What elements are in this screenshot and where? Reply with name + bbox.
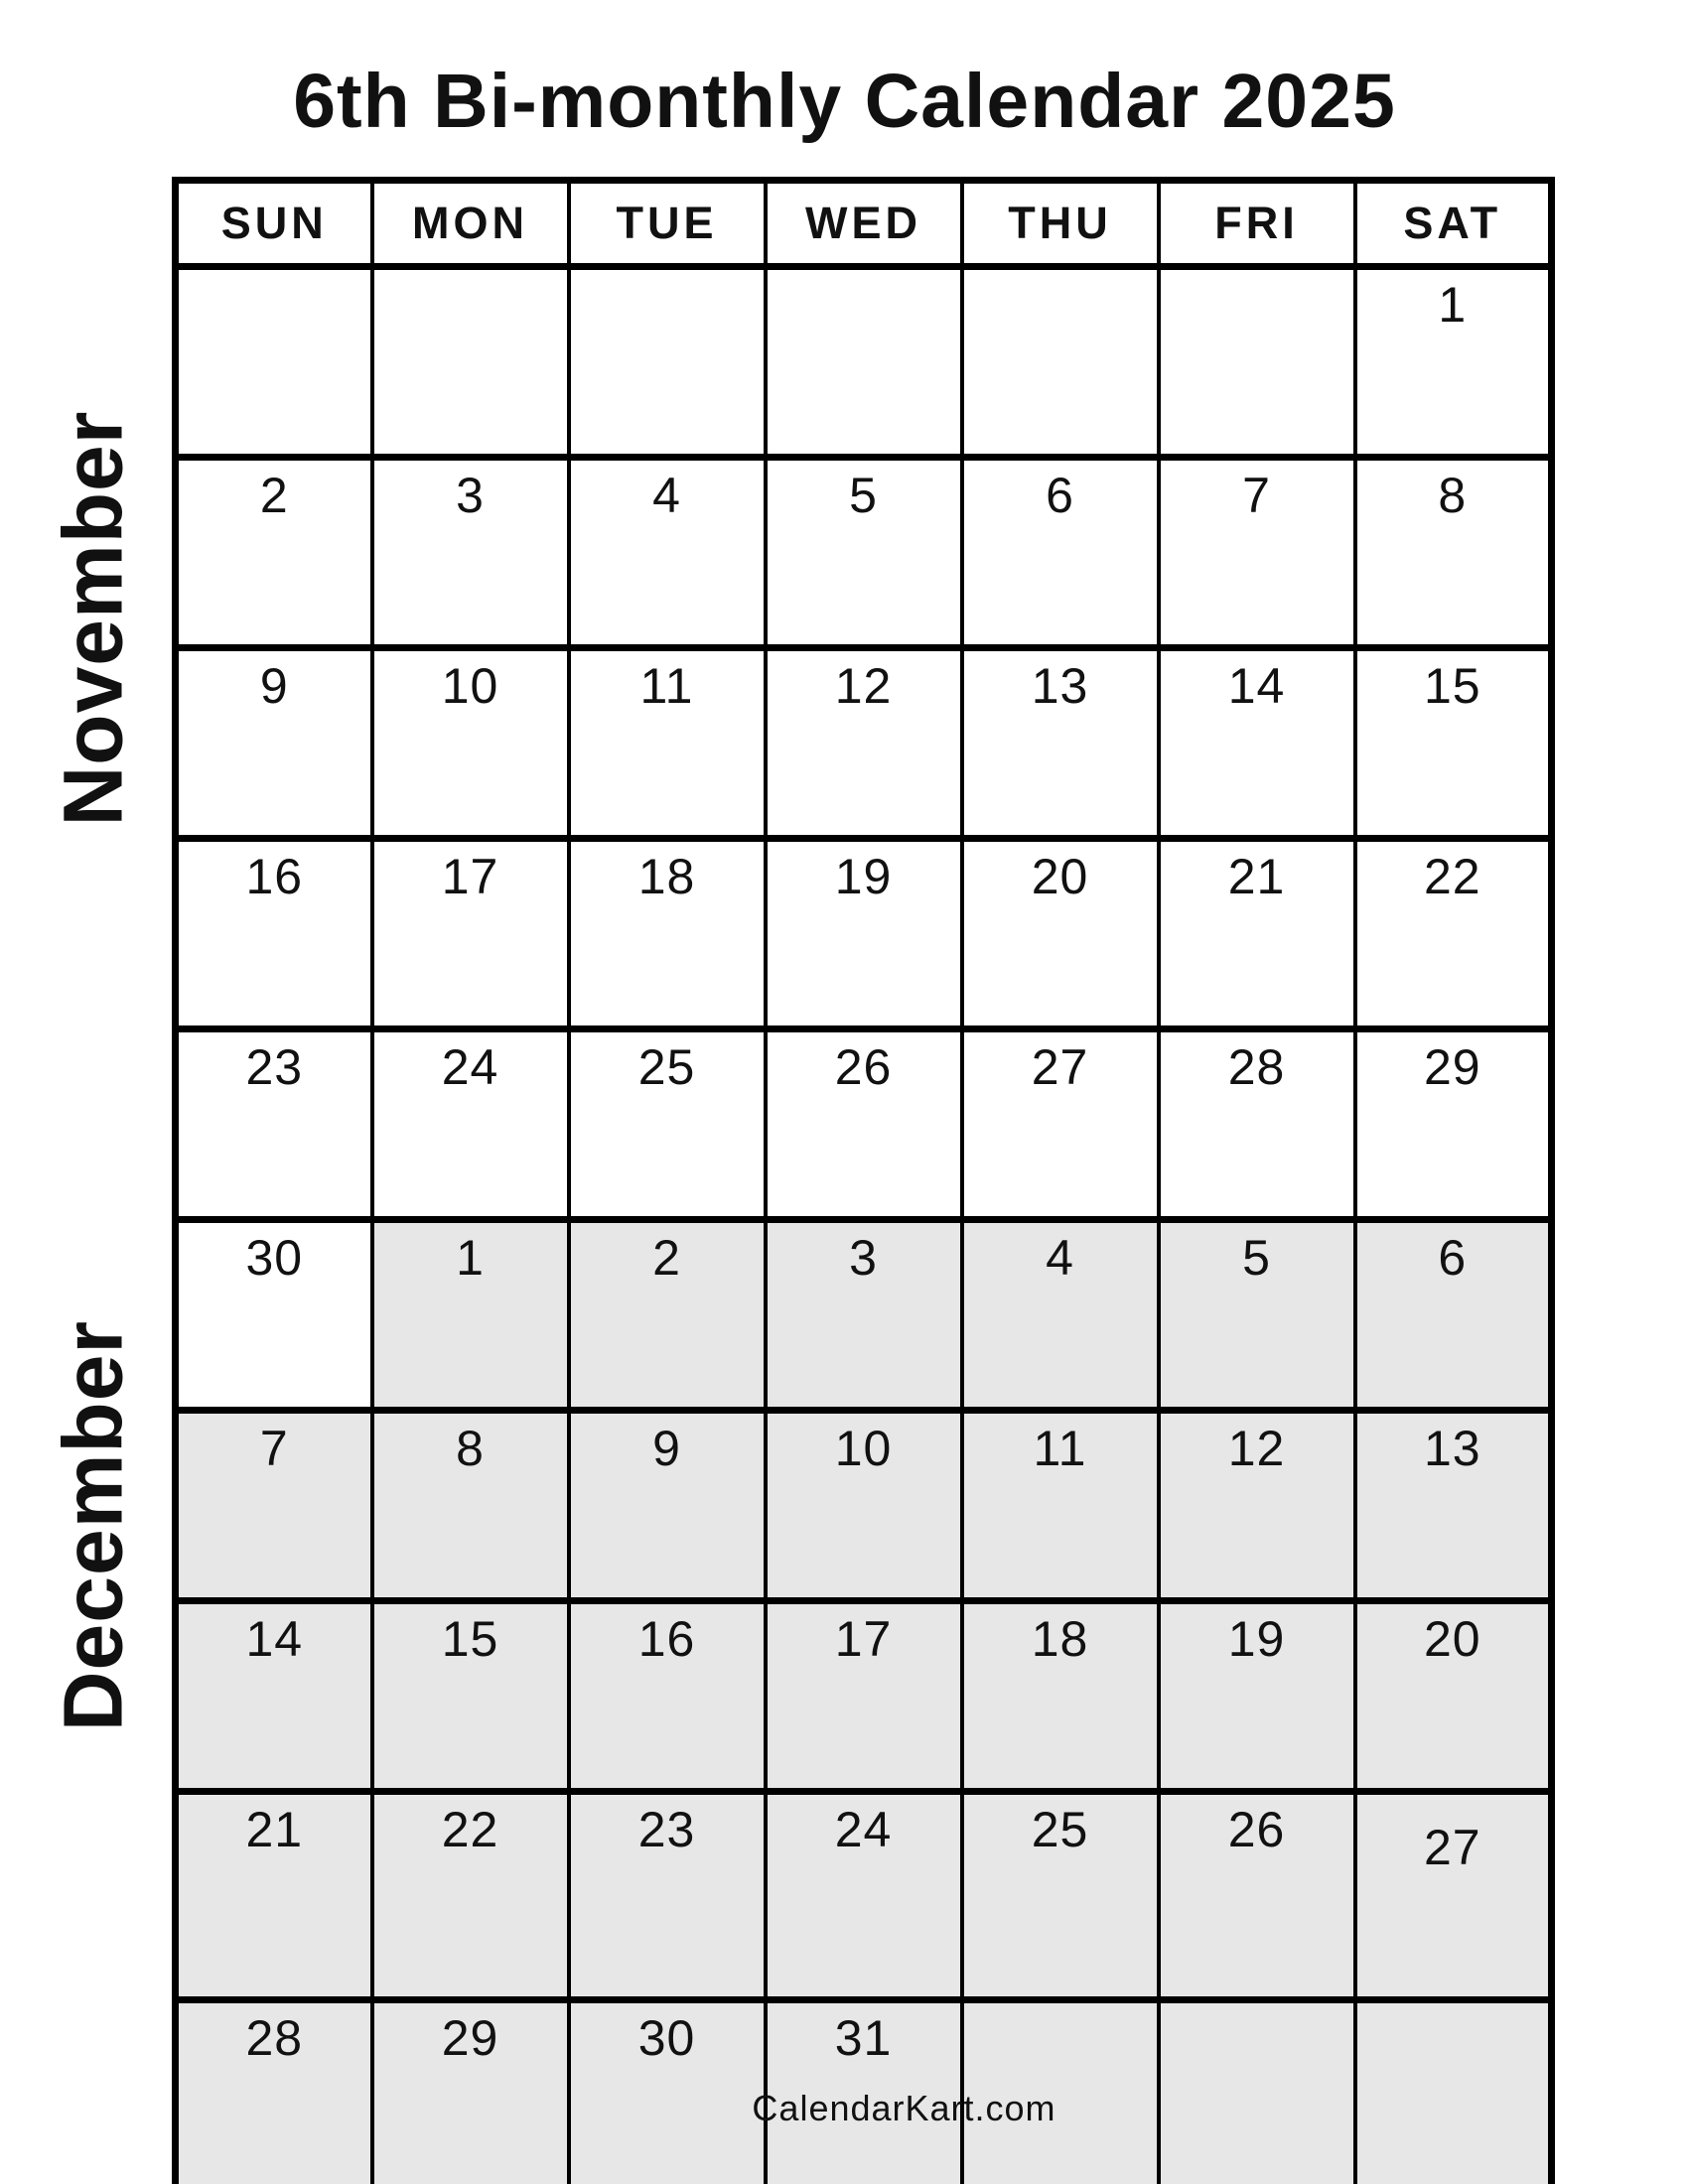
calendar-cell-day-12: 12: [766, 648, 962, 839]
calendar-cell-day-15: 15: [372, 1601, 569, 1792]
calendar-cell-day-19: 19: [1159, 1601, 1355, 1792]
calendar-week-row: [176, 839, 1552, 1029]
calendar-week-row: [176, 1792, 1552, 2000]
calendar-cell-empty: [766, 267, 962, 458]
calendar-cell-day-28: 28: [176, 2000, 372, 2184]
calendar-week-row: [176, 458, 1552, 648]
calendar-cell-day-11: 11: [962, 1411, 1159, 1601]
calendar-cell-empty: [569, 267, 766, 458]
calendar-cell-day-5: 5: [766, 458, 962, 648]
calendar-cell-day-26: 26: [766, 1029, 962, 1220]
calendar-cell-day-30: 30: [176, 1220, 372, 1411]
calendar-cell-empty: [372, 267, 569, 458]
calendar-cell-day-3: 3: [766, 1220, 962, 1411]
calendar-week-row: [176, 1601, 1552, 1792]
calendar-cell-day-26: 26: [1159, 1792, 1355, 2000]
calendar-cell-day-23: 23: [569, 1792, 766, 2000]
calendar-cell-day-17: 17: [766, 1601, 962, 1792]
calendar-cell-day-7: 7: [176, 1411, 372, 1601]
month-label-december: December: [46, 1319, 140, 1732]
calendar-cell-day-14: 14: [1159, 648, 1355, 839]
calendar-cell-day-22: 22: [1355, 839, 1552, 1029]
calendar-cell-day-4: 4: [962, 1220, 1159, 1411]
calendar-cell-day-11: 11: [569, 648, 766, 839]
weekday-header: SUN: [176, 181, 372, 267]
weekday-header: THU: [962, 181, 1159, 267]
calendar-cell-day-9: 9: [176, 648, 372, 839]
calendar-cell-day-18: 18: [962, 1601, 1159, 1792]
calendar-cell-day-8: 8: [372, 1411, 569, 1601]
calendar-cell-empty: [962, 267, 1159, 458]
weekday-header: FRI: [1159, 181, 1355, 267]
footer-watermark: CalendarKart.com: [752, 2088, 1056, 2128]
calendar-table: [172, 177, 1555, 2184]
weekday-header: WED: [766, 181, 962, 267]
weekday-header: TUE: [569, 181, 766, 267]
page-title: 6th Bi-monthly Calendar 2025: [293, 59, 1396, 144]
calendar-cell-day-29: 29: [1355, 1029, 1552, 1220]
calendar-week-row: [176, 1029, 1552, 1220]
calendar-cell-day-13: 13: [1355, 1411, 1552, 1601]
calendar-cell-empty: [1159, 267, 1355, 458]
calendar-cell-day-16: 16: [569, 1601, 766, 1792]
calendar-cell-day-31: 31: [766, 2000, 962, 2184]
calendar-cell-day-14: 14: [176, 1601, 372, 1792]
calendar-cell-day-27: 27: [1355, 1792, 1552, 2000]
calendar-cell-day-17: 17: [372, 839, 569, 1029]
calendar-body: [176, 267, 1552, 2184]
calendar-cell-day-3: 3: [372, 458, 569, 648]
calendar-cell-day-6: 6: [1355, 1220, 1552, 1411]
calendar-cell-day-19: 19: [766, 839, 962, 1029]
calendar-cell-day-23: 23: [176, 1029, 372, 1220]
calendar-cell-day-9: 9: [569, 1411, 766, 1601]
calendar-week-row: [176, 1220, 1552, 1411]
calendar-cell-empty: [176, 267, 372, 458]
calendar-cell-day-2: 2: [176, 458, 372, 648]
calendar-cell-day-1: 1: [1355, 267, 1552, 458]
calendar-week-row: [176, 1411, 1552, 1601]
calendar-week-row: [176, 267, 1552, 458]
calendar-cell-day-21: 21: [1159, 839, 1355, 1029]
weekday-header-row: [176, 181, 1552, 267]
calendar-cell-day-7: 7: [1159, 458, 1355, 648]
calendar-cell-day-2: 2: [569, 1220, 766, 1411]
calendar-cell-day-30: 30: [569, 2000, 766, 2184]
calendar-cell-day-24: 24: [372, 1029, 569, 1220]
calendar-cell-day-4: 4: [569, 458, 766, 648]
calendar-cell-day-1: 1: [372, 1220, 569, 1411]
calendar-week-row: [176, 648, 1552, 839]
calendar-cell-day-18: 18: [569, 839, 766, 1029]
calendar-cell-day-10: 10: [766, 1411, 962, 1601]
calendar-cell-day-29: 29: [372, 2000, 569, 2184]
weekday-header: MON: [372, 181, 569, 267]
calendar-cell-day-21: 21: [176, 1792, 372, 2000]
calendar-cell-day-5: 5: [1159, 1220, 1355, 1411]
weekday-header: SAT: [1355, 181, 1552, 267]
month-label-november: November: [46, 410, 140, 827]
calendar-cell-day-10: 10: [372, 648, 569, 839]
calendar-cell-day-22: 22: [372, 1792, 569, 2000]
calendar-cell-day-28: 28: [1159, 1029, 1355, 1220]
calendar-cell-day-16: 16: [176, 839, 372, 1029]
calendar-cell-day-8: 8: [1355, 458, 1552, 648]
calendar-cell-day-20: 20: [962, 839, 1159, 1029]
calendar-cell-day-13: 13: [962, 648, 1159, 839]
calendar-cell-day-24: 24: [766, 1792, 962, 2000]
calendar-cell-day-27: 27: [962, 1029, 1159, 1220]
calendar-cell-day-15: 15: [1355, 648, 1552, 839]
calendar-cell-day-25: 25: [962, 1792, 1159, 2000]
calendar-cell-day-25: 25: [569, 1029, 766, 1220]
calendar-cell-day-20: 20: [1355, 1601, 1552, 1792]
calendar-cell-day-12: 12: [1159, 1411, 1355, 1601]
calendar-cell-day-6: 6: [962, 458, 1159, 648]
